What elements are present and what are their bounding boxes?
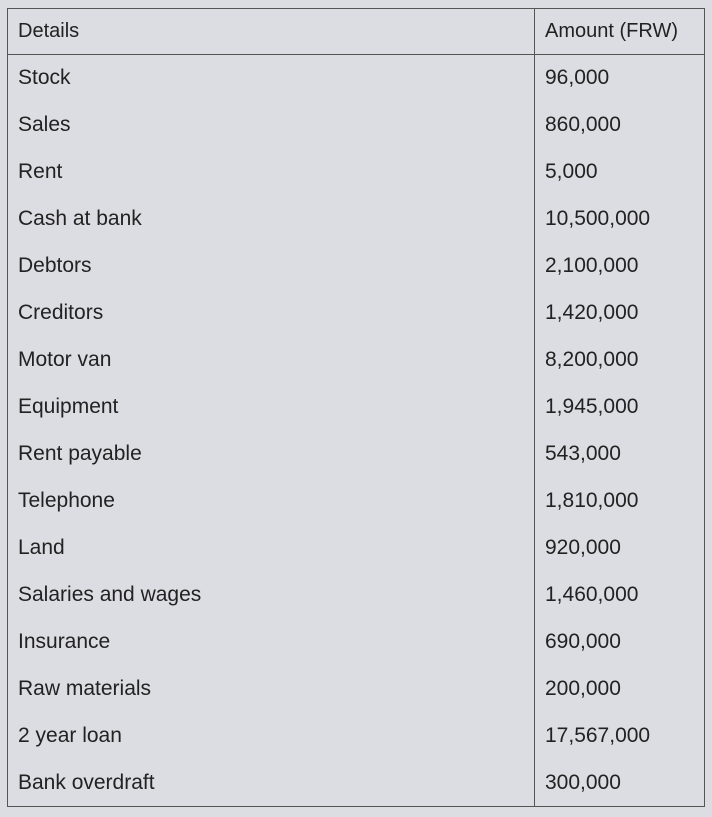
amount-cell: 5,000 (535, 149, 705, 196)
amount-cell: 1,945,000 (535, 384, 705, 431)
details-cell: Sales (8, 102, 535, 149)
table-row (8, 149, 705, 196)
amount-cell: 200,000 (535, 666, 705, 713)
details-cell: Raw materials (8, 666, 535, 713)
details-cell: Cash at bank (8, 196, 535, 243)
amount-cell: 300,000 (535, 760, 705, 807)
details-cell: Insurance (8, 619, 535, 666)
table-row (8, 760, 705, 807)
amount-cell: 10,500,000 (535, 196, 705, 243)
amount-cell: 8,200,000 (535, 337, 705, 384)
details-cell: Bank overdraft (8, 760, 535, 807)
amount-cell: 17,567,000 (535, 713, 705, 760)
table-row (8, 431, 705, 478)
amount-cell: 1,810,000 (535, 478, 705, 525)
details-cell: Salaries and wages (8, 572, 535, 619)
table-row (8, 102, 705, 149)
table-row (8, 55, 705, 102)
table-row (8, 713, 705, 760)
amount-cell: 920,000 (535, 525, 705, 572)
table-row (8, 290, 705, 337)
amount-cell: 1,420,000 (535, 290, 705, 337)
table-row (8, 572, 705, 619)
amount-cell: 543,000 (535, 431, 705, 478)
amount-cell: 1,460,000 (535, 572, 705, 619)
amount-cell: 860,000 (535, 102, 705, 149)
details-cell: Motor van (8, 337, 535, 384)
table-row (8, 525, 705, 572)
amount-cell: 96,000 (535, 55, 705, 102)
details-cell: Land (8, 525, 535, 572)
details-cell: Rent payable (8, 431, 535, 478)
details-column-header: Details (8, 9, 535, 55)
table-header-row (8, 9, 705, 55)
details-cell: Rent (8, 149, 535, 196)
amount-column-header: Amount (FRW) (535, 9, 705, 55)
details-cell: 2 year loan (8, 713, 535, 760)
details-cell: Equipment (8, 384, 535, 431)
table-row (8, 384, 705, 431)
details-cell: Debtors (8, 243, 535, 290)
details-cell: Stock (8, 55, 535, 102)
table-row (8, 196, 705, 243)
table-row (8, 666, 705, 713)
table-row (8, 478, 705, 525)
amount-cell: 690,000 (535, 619, 705, 666)
table-row (8, 619, 705, 666)
table-row (8, 243, 705, 290)
details-cell: Creditors (8, 290, 535, 337)
amount-cell: 2,100,000 (535, 243, 705, 290)
accounts-table (7, 8, 705, 807)
details-cell: Telephone (8, 478, 535, 525)
table-row (8, 337, 705, 384)
